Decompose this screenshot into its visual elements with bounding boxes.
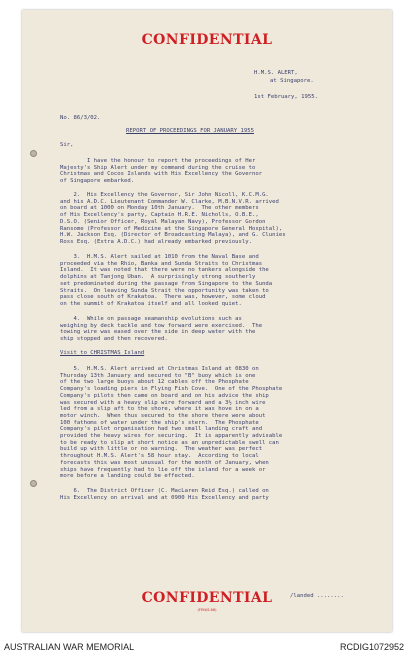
text-line: D.S.O. (Senior Officer, Royal Malayan Navy), Professor Gordon <box>60 218 266 225</box>
text-line: I have the honour to report the proceedings of Her <box>60 158 256 164</box>
text-line: Majesty's Ship Alert under my command during the cruise to <box>60 164 256 171</box>
header-location: at Singapore. <box>270 78 314 84</box>
classification-stamp-top: CONFIDENTIAL <box>141 32 273 48</box>
text-line: ship stopped and then recovered. <box>60 336 168 343</box>
text-line: Christmas and Cocos Islands with His Excellency the Governor <box>60 171 263 178</box>
text-line: and his A.D.C. Lieutenant Commander W. Clarke, M.B.N.V.R. arrived <box>60 198 279 205</box>
text-line: throughout H.M.S. Alert's 58 hour stay. According to local <box>60 453 259 460</box>
salutation: Sir, <box>60 142 74 148</box>
text-line: Ransome (Professor of Medicine at the Singapore General Hospital), <box>60 225 283 232</box>
text-line: on the summit of Krakatoa itself and all looked quiet. <box>60 300 242 307</box>
binder-hole <box>30 150 37 157</box>
reference-number: No. 86/3/02. <box>60 115 101 121</box>
header-date: 1st February, 1955. <box>254 94 318 100</box>
text-line: motor winch. When thus secured to the shore there were about <box>60 412 266 419</box>
text-line: was secured with a heavy slip wire forward and a 3½ inch wire <box>60 399 266 406</box>
document-page <box>22 10 392 632</box>
classification-stamp-bottom: CONFIDENTIAL <box>141 590 273 606</box>
text-line: 2. His Excellency the Governor, Sir John Nicoll, K.C.M.G. <box>60 192 269 198</box>
text-line: pass close south of Krakatoa. There was, however, some cloud <box>60 294 266 301</box>
archive-record-id: RCDIG1072952 <box>339 642 404 652</box>
text-line: 3. H.M.S. Alert sailed at 1010 from the Naval Base and <box>60 254 259 260</box>
text-line: Company's pilot organisation had two small landing craft and <box>60 426 263 433</box>
archive-label: AUSTRALIAN WAR MEMORIAL <box>4 642 135 652</box>
paragraph-3 <box>60 254 378 308</box>
text-line: of the two large buoys about 12 cables off the Phosphate <box>60 379 249 386</box>
text-line: 6. The District Officer (C. MacLaren Reid Esq.) called on <box>60 488 269 494</box>
text-line: of His Excellency's party, Captain H.R.E. Nicholls, O.B.E., <box>60 212 259 219</box>
text-line: to be ready to slip at short notice as an unpredictable swell can <box>60 439 279 446</box>
continuation-catchword: /landed ........ <box>290 593 344 599</box>
text-line: Company's loading piers in Flying Fish Cove. One of the Phosphate <box>60 386 283 393</box>
text-line: provided the heavy wires for securing. It is apparently advisable <box>60 433 283 440</box>
text-line: proceeded via the Rhio, Banka and Sunda Straits to Christmas <box>60 260 263 267</box>
text-line: His Excellency on arrival and at 0900 His Excellency and party <box>60 494 269 501</box>
text-line: H.W. Jackson Esq. (Director of Broadcasting Malaya), and G. Clunies <box>60 232 286 239</box>
paragraph-5 <box>60 366 378 480</box>
text-line: ships have frequently had to lie off the island for a week or <box>60 466 266 473</box>
text-line: set predominated during the passage from Singapore to the Sunda <box>60 280 273 287</box>
text-line: Straits. On leaving Sunda Strait the opportunity was taken to <box>60 287 269 294</box>
text-line: Island. It was noted that there were no tankers alongside the <box>60 267 269 274</box>
classification-form-code: (FEN/S.66) <box>197 608 217 612</box>
section-heading: Visit to CHRISTMAS Island <box>60 350 145 356</box>
report-title: REPORT OF PROCEEDINGS FOR JANUARY 1955 <box>126 128 254 134</box>
text-line: more before a landing could be effected. <box>60 473 195 480</box>
text-line: towing wire was eased over the side in deep water with the <box>60 329 256 336</box>
text-line: on board at 1000 on Monday 10th January. The other members <box>60 205 259 212</box>
text-line: led from a slip aft to the shore, where it was hove in on a <box>60 406 259 413</box>
text-line: dolphins at Tanjong Uban. A surprisingly strong southerly <box>60 274 256 281</box>
text-line: 5. H.M.S. Alert arrived at Christmas Island at 0830 on <box>60 366 259 372</box>
text-line: of Singapore embarked. <box>60 178 135 185</box>
paragraph-6 <box>60 488 378 501</box>
paragraph-2 <box>60 192 378 246</box>
text-line: 4. While on passage seamanship evolutions such as <box>60 316 242 322</box>
text-line: Thursday 13th January and secured to "B" buoy which is one <box>60 372 256 379</box>
text-line: forecasts this was most unusual for the month of January, when <box>60 459 269 466</box>
paragraph-1 <box>60 158 378 185</box>
text-line: weighing by deck tackle and tow forward were exercised. The <box>60 322 263 329</box>
text-line: Ross Esq. (Extra A.D.C.) had already embarked previously. <box>60 238 252 245</box>
text-line: 100 fathoms of water under the ship's stern. The Phosphate <box>60 419 259 426</box>
text-line: build up with little or no warning. The weather was perfect <box>60 446 263 453</box>
header-ship: H.M.S. ALERT, <box>254 70 298 76</box>
text-line: Company's pilots then came on board and on his advice the ship <box>60 392 269 399</box>
binder-hole <box>30 480 37 487</box>
paragraph-4 <box>60 316 378 343</box>
